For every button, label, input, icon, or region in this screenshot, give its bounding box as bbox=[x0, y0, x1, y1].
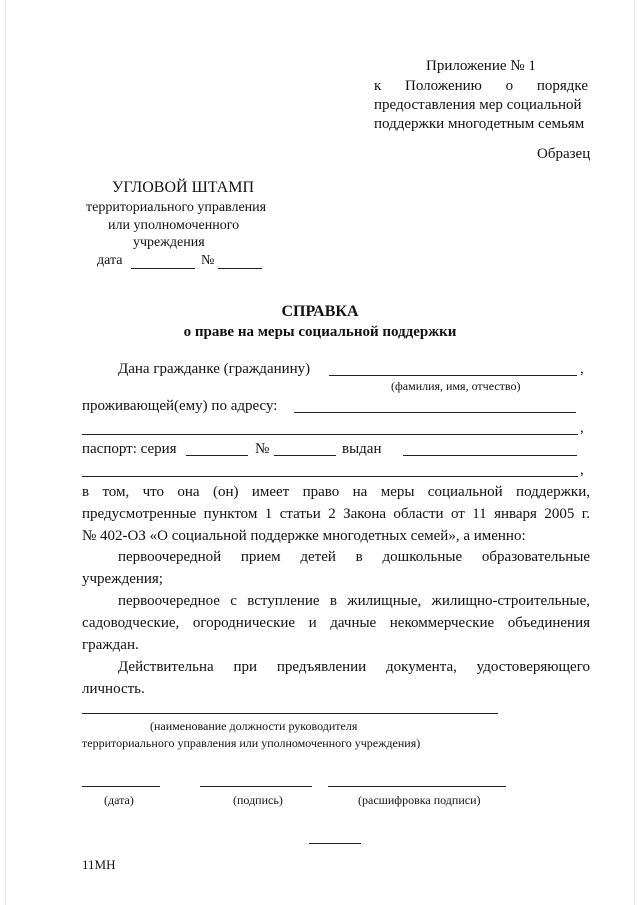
fio-comma: , bbox=[580, 361, 584, 377]
passport-series-field[interactable] bbox=[186, 455, 248, 456]
passport-comma: , bbox=[580, 462, 584, 478]
footer-code: 11МН bbox=[82, 857, 116, 872]
address-field-1[interactable] bbox=[294, 412, 576, 413]
body-p2-line-2: учреждения; bbox=[82, 571, 163, 587]
date-caption: (дата) bbox=[104, 793, 134, 807]
scan-edge-left bbox=[5, 0, 6, 905]
passport-issued-field-2[interactable] bbox=[82, 476, 578, 477]
signature-caption: (подпись) bbox=[233, 793, 283, 807]
stamp-date-field bbox=[131, 268, 195, 269]
body-p4-line-1: Действительна при предъявлении документа, удостоверяющего bbox=[118, 659, 590, 675]
stamp-title: УГЛОВОЙ ШТАМП bbox=[112, 179, 255, 196]
sample-label: Образец bbox=[537, 146, 591, 162]
body-p1-line-3: № 402-ОЗ «О социальной поддержке многодетных семей», а именно: bbox=[82, 528, 526, 544]
passport-number-field[interactable] bbox=[274, 455, 336, 456]
body-p3-line-1: первоочередное с вступление в жилищные, жилищно-строительные, bbox=[118, 593, 590, 609]
date-field[interactable] bbox=[82, 786, 160, 787]
appendix-line-1: к Положению о порядке bbox=[374, 78, 588, 94]
passport-series-label: паспорт: серия bbox=[82, 441, 177, 457]
document-title: СПРАВКА bbox=[281, 303, 359, 320]
body-p1-line-2: предусмотренные пунктом 1 статьи 2 Закона области от 11 января 2005 г. bbox=[82, 506, 590, 522]
address-field-2[interactable] bbox=[82, 434, 578, 435]
fio-caption: (фамилия, имя, отчество) bbox=[391, 379, 521, 393]
position-caption-2: территориального управления или уполномоченного учреждения) bbox=[82, 736, 421, 750]
stamp-line-2: или уполномоченного bbox=[108, 218, 240, 233]
passport-number-label: № bbox=[255, 441, 270, 457]
document-subtitle: о праве на меры социальной поддержки bbox=[183, 324, 457, 340]
appendix-line-3: поддержки многодетным семьям bbox=[374, 116, 585, 132]
stamp-line-1: территориального управления bbox=[86, 200, 267, 215]
body-p1-line-1: в том, что она (он) имеет право на меры социальной поддержки, bbox=[82, 484, 590, 500]
body-p3-line-2: садоводческие, огороднические и дачные некоммерческие объединения bbox=[82, 615, 590, 631]
end-rule bbox=[309, 843, 361, 844]
position-caption-1: (наименование должности руководителя bbox=[150, 719, 358, 733]
stamp-date-label: дата bbox=[97, 253, 123, 268]
passport-issued-label: выдан bbox=[342, 441, 382, 457]
scan-edge-right bbox=[634, 0, 635, 905]
stamp-number-label: № bbox=[201, 253, 215, 268]
address-comma: , bbox=[580, 420, 584, 436]
position-field[interactable] bbox=[82, 713, 498, 714]
fio-field[interactable] bbox=[329, 375, 577, 376]
given-to-label: Дана гражданке (гражданину) bbox=[118, 361, 311, 377]
appendix-line-2: предоставления мер социальной bbox=[374, 97, 582, 113]
appendix-title: Приложение № 1 bbox=[426, 58, 536, 74]
signature-decode-field[interactable] bbox=[328, 786, 506, 787]
stamp-number-field bbox=[218, 268, 262, 269]
stamp-line-3: учреждения bbox=[133, 235, 205, 250]
signature-field[interactable] bbox=[200, 786, 312, 787]
body-p2-line-1: первоочередной прием детей в дошкольные образовательные bbox=[118, 549, 590, 565]
body-p4-line-2: личность. bbox=[82, 681, 145, 697]
address-label: проживающей(ему) по адресу: bbox=[82, 398, 278, 414]
passport-issued-field[interactable] bbox=[403, 455, 577, 456]
signature-decode-caption: (расшифровка подписи) bbox=[358, 793, 481, 807]
body-p3-line-3: граждан. bbox=[82, 637, 139, 653]
